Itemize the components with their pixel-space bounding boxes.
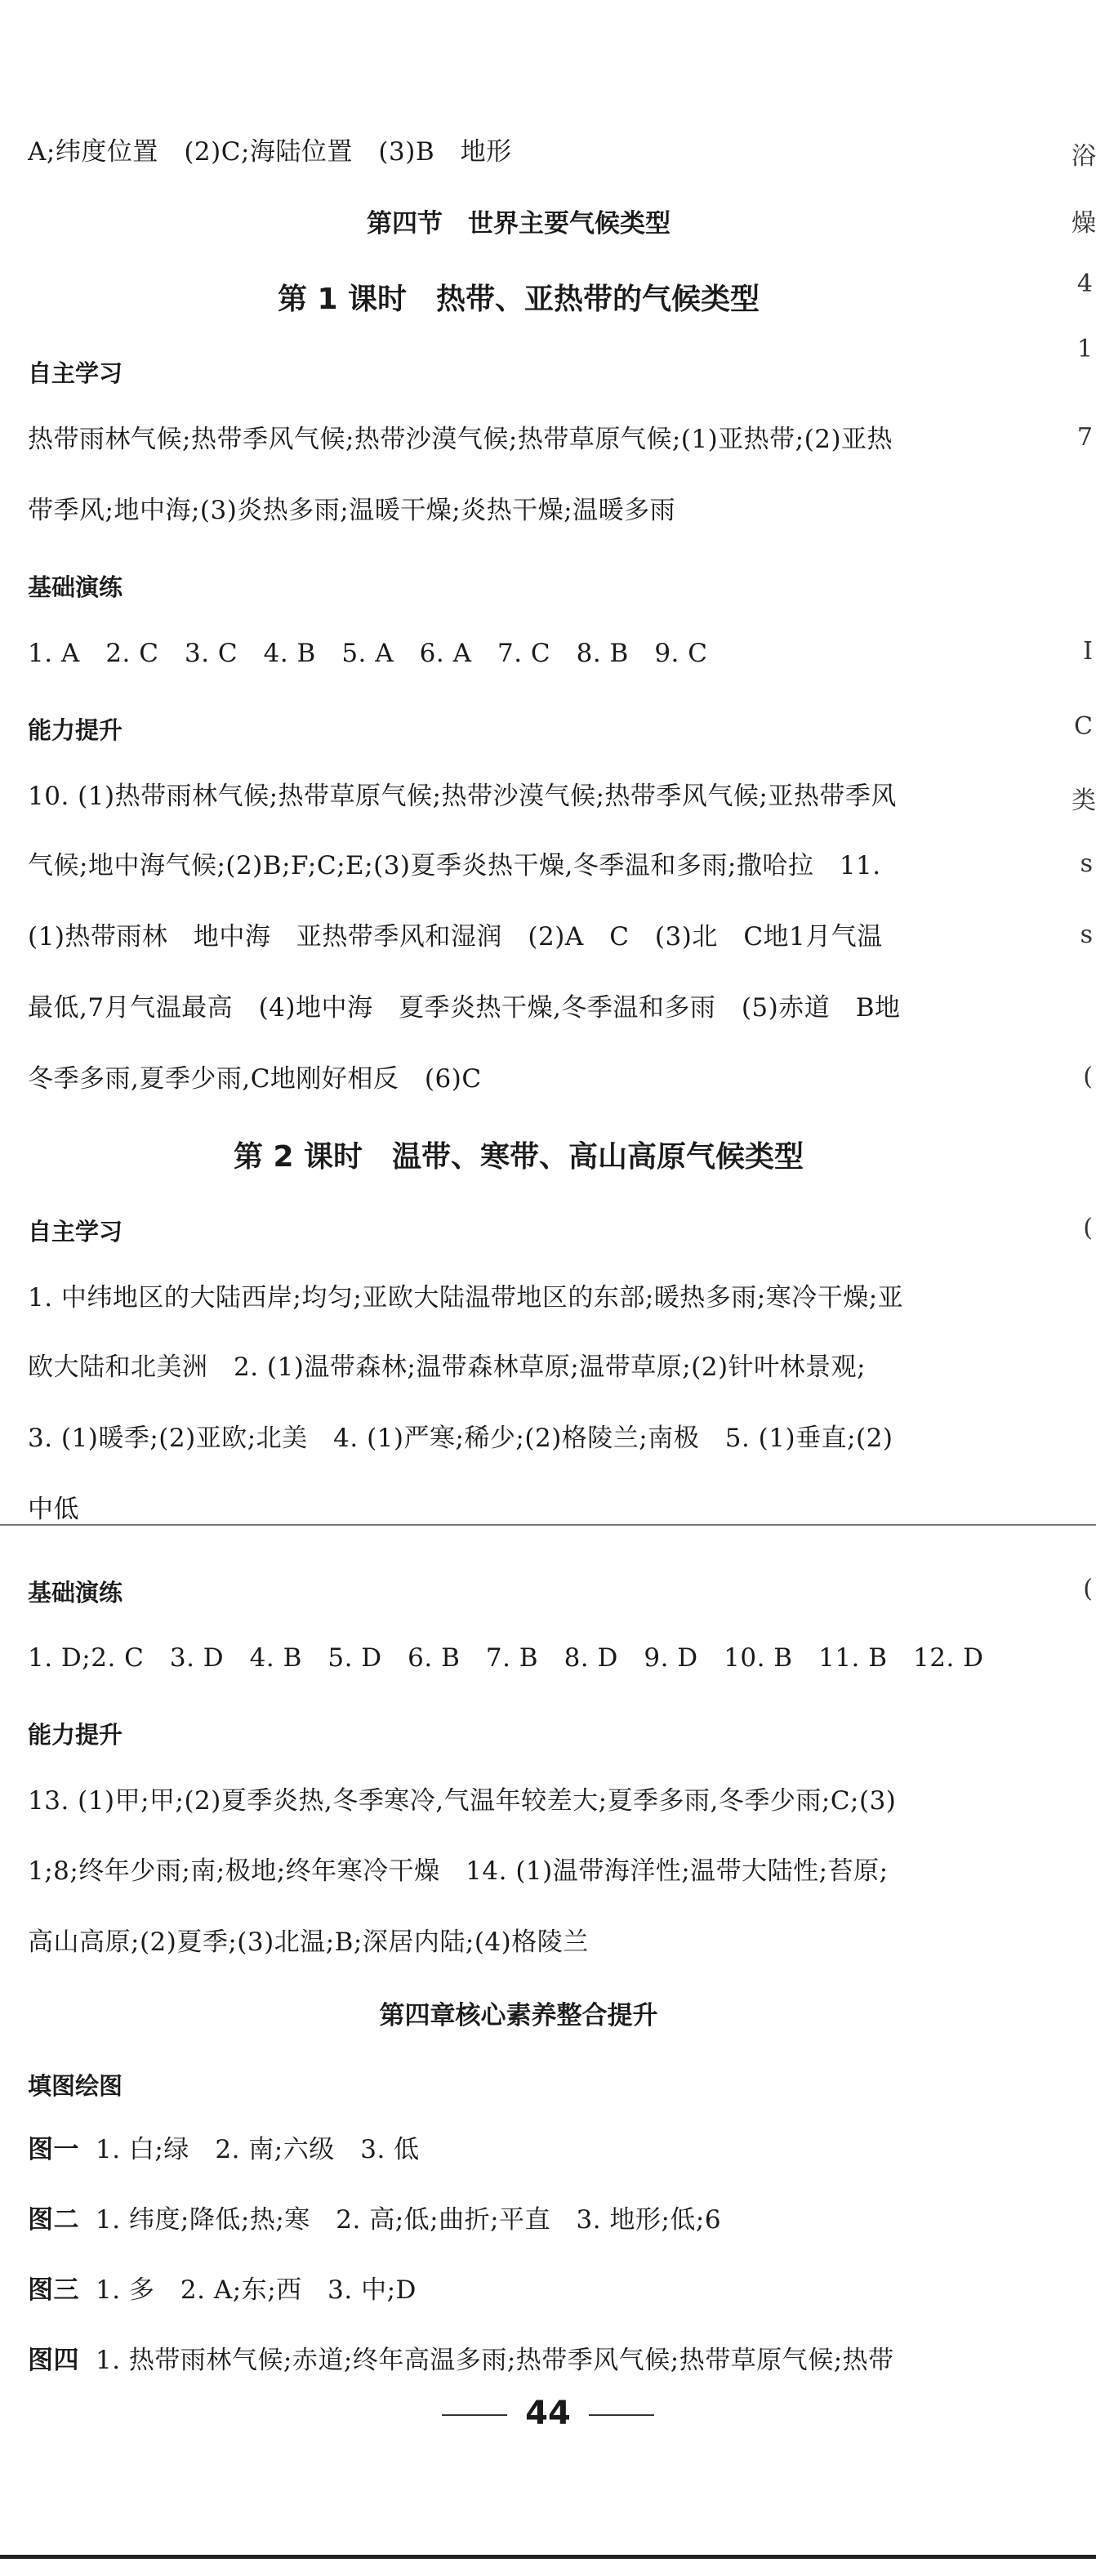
text-line: 中低 [28, 1495, 79, 1524]
figure-label: 图四 [28, 2346, 79, 2375]
text-line: 13. (1)甲;甲;(2)夏季炎热,冬季寒冷,气温年较差大;夏季多雨,冬季少雨;C;(3) [28, 1786, 897, 1816]
figure-answer: 1. 热带雨林气候;赤道;终年高温多雨;热带季风气候;热带草原气候;热带 [96, 2346, 894, 2375]
figure-label: 图三 [28, 2275, 79, 2305]
subheading-tiantu: 填图绘图 [28, 2072, 123, 2100]
edge-fragment: s [1080, 849, 1093, 878]
lesson-heading: 第 2 课时 温带、寒带、高山高原气候类型 [233, 1140, 804, 1174]
edge-fragment: C [1074, 712, 1093, 741]
text-line: 欧大陆和北美洲 2. (1)温带森林;温带森林草原;温带草原;(2)针叶林景观; [28, 1353, 867, 1382]
edge-fragment: 4 [1076, 270, 1093, 298]
text-line: 1. 中纬地区的大陆西岸;均匀;亚欧大陆温带地区的东部;暖热多雨;寒冷干燥;亚 [28, 1283, 904, 1313]
figure-label: 图一 [28, 2135, 79, 2164]
subheading-nengli: 能力提升 [28, 1721, 123, 1749]
edge-fragment: 7 [1076, 423, 1093, 452]
subheading-zizhu: 自主学习 [28, 1218, 123, 1246]
text-line: 最低,7月气温最高 (4)地中海 夏季炎热干燥,冬季温和多雨 (5)赤道 B地 [28, 993, 901, 1023]
subheading-jichu: 基础演练 [28, 1579, 123, 1607]
edge-fragment: 类 [1071, 787, 1096, 815]
text-line: 10. (1)热带雨林气候;热带草原气候;热带沙漠气候;热带季风气候;亚热带季风 [28, 782, 897, 811]
text-line: 带季风;地中海;(3)炎热多雨;温暖干燥;炎热干燥;温暖多雨 [28, 496, 676, 525]
page-number-value: 44 [525, 2395, 571, 2432]
section-heading: 第四节 世界主要气候类型 [367, 209, 671, 238]
edge-fragment: 1 [1076, 335, 1093, 363]
figure-label: 图二 [28, 2205, 79, 2235]
text-line: 高山高原;(2)夏季;(3)北温;B;深居内陆;(4)格陵兰 [28, 1928, 589, 1957]
text-line: 1;8;终年少雨;南;极地;终年寒冷干燥 14. (1)温带海洋性;温带大陆性;苔原; [28, 1856, 889, 1886]
edge-fragment: ( [1083, 1575, 1093, 1603]
figure-answer: 1. 纬度;降低;热;寒 2. 高;低;曲折;平直 3. 地形;低;6 [96, 2205, 722, 2235]
figure-answer-line [28, 2344, 1039, 2377]
subheading-jichu: 基础演练 [28, 573, 123, 601]
edge-fragment: ( [1083, 1214, 1093, 1242]
text-line: 1. A 2. C 3. C 4. B 5. A 6. A 7. C 8. B 9. C [28, 639, 708, 668]
figure-answer-line [28, 2133, 1039, 2166]
edge-fragment: 浴 [1071, 142, 1096, 171]
divider [0, 1524, 1096, 1526]
text-line: (1)热带雨林 地中海 亚热带季风和湿润 (2)A C (3)北 C地1月气温 [28, 922, 883, 952]
edge-fragment: I [1083, 637, 1093, 666]
text-line: 热带雨林气候;热带季风气候;热带沙漠气候;热带草原气候;(1)亚热带;(2)亚热 [28, 425, 893, 454]
text-line: 冬季多雨,夏季少雨,C地刚好相反 (6)C [28, 1064, 482, 1094]
text-line: 3. (1)暖季;(2)亚欧;北美 4. (1)严寒;稀少;(2)格陵兰;南极 5. (1)垂直;(2) [28, 1424, 893, 1453]
page-number-dash [589, 2414, 654, 2416]
lesson-heading: 第 1 课时 热带、亚热带的气候类型 [277, 283, 760, 316]
subheading-zizhu: 自主学习 [28, 359, 123, 387]
edge-fragment: ( [1083, 1063, 1093, 1091]
edge-fragment: 燥 [1071, 209, 1096, 238]
figure-answer-line [28, 2274, 1039, 2306]
chapter-heading: 第四章核心素养整合提升 [379, 2001, 658, 2030]
edge-fragment: s [1080, 920, 1093, 949]
figure-answer-line [28, 2204, 1039, 2236]
bottom-rule [0, 2555, 1096, 2559]
figure-answer: 1. 多 2. A;东;西 3. 中;D [96, 2275, 417, 2305]
subheading-nengli: 能力提升 [28, 716, 123, 744]
page-number [0, 2395, 1096, 2432]
text-line: 气候;地中海气候;(2)B;F;C;E;(3)夏季炎热干燥,冬季温和多雨;撒哈拉 11. [28, 851, 881, 880]
text-line: A;纬度位置 (2)C;海陆位置 (3)B 地形 [28, 137, 512, 167]
text-line: 1. D;2. C 3. D 4. B 5. D 6. B 7. B 8. D 9. D 10. B 11. B 12. D [28, 1643, 984, 1673]
figure-answer: 1. 白;绿 2. 南;六级 3. 低 [96, 2135, 420, 2164]
page-number-dash [442, 2414, 507, 2416]
